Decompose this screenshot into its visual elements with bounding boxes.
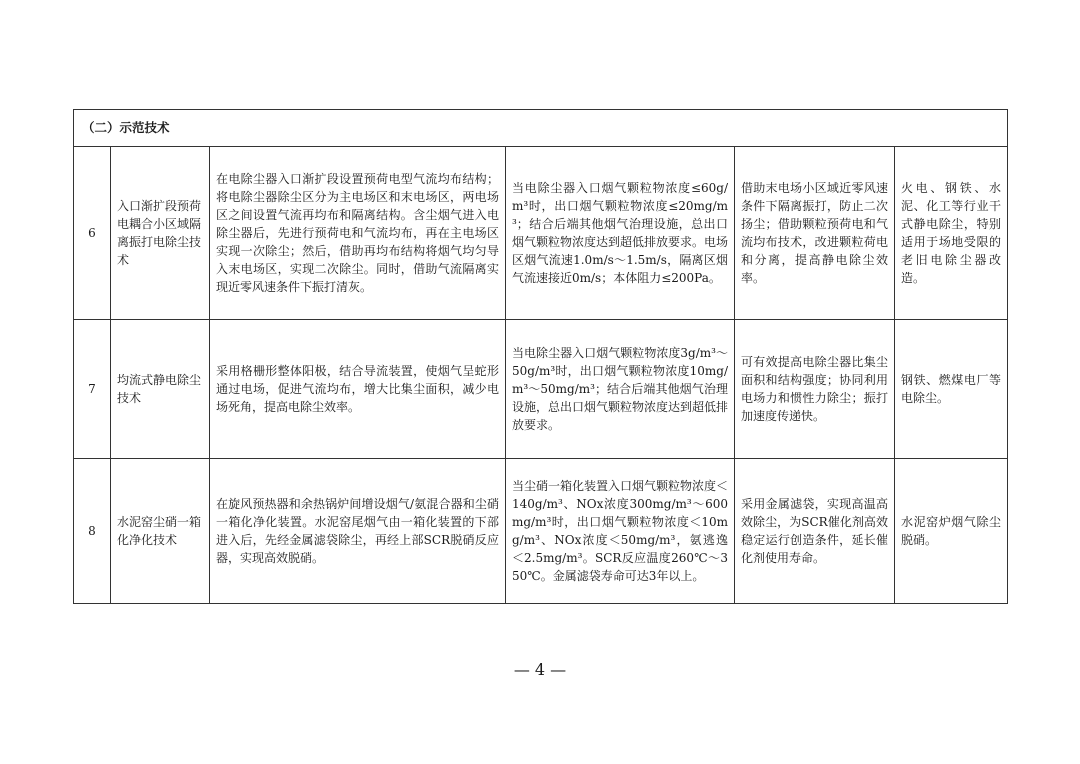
technology-principle: 采用格栅形整体阳极，结合导流装置，使烟气呈蛇形通过电场，促进气流均布，增大比集尘面积，减少电场死角，提高电除尘效率。 bbox=[210, 320, 506, 459]
technology-scope: 火电、钢铁、水泥、化工等行业干式静电除尘，特别适用于场地受限的老旧电除尘器改造。 bbox=[895, 147, 1008, 320]
technology-features: 可有效提高电除尘器比集尘面积和结构强度；协同利用电场力和惯性力除尘；振打加速度传递快。 bbox=[735, 320, 895, 459]
technology-scope: 钢铁、燃煤电厂等电除尘。 bbox=[895, 320, 1008, 459]
section-header-row bbox=[74, 110, 1008, 147]
technology-indicators: 当电除尘器入口烟气颗粒物浓度≤60g/m³时，出口烟气颗粒物浓度≤20mg/m³；结合后端其他烟气治理设施，总出口烟气颗粒物浓度达到超低排放要求。电场区烟气流速1.0m/s～1.5m/s，隔离区烟气流速接近0m/s；本体阻力≤200Pa。 bbox=[506, 147, 735, 320]
technology-scope: 水泥窑炉烟气除尘脱硝。 bbox=[895, 459, 1008, 604]
technology-indicators: 当尘硝一箱化装置入口烟气颗粒物浓度＜140g/m³、NOx浓度300mg/m³～600mg/m³时，出口烟气颗粒物浓度＜10mg/m³、NOx浓度＜50mg/m³，氨逃逸＜2.5mg/m³。SCR反应温度260℃～350℃。金属滤袋寿命可达3年以上。 bbox=[506, 459, 735, 604]
table-row bbox=[74, 320, 1008, 459]
row-number: 6 bbox=[74, 147, 111, 320]
technology-table bbox=[73, 109, 1008, 604]
row-number: 7 bbox=[74, 320, 111, 459]
technology-name: 均流式静电除尘技术 bbox=[111, 320, 210, 459]
technology-features: 借助末电场小区域近零风速条件下隔离振打，防止二次扬尘；借助颗粒预荷电和气流均布技术，改进颗粒荷电和分离，提高静电除尘效率。 bbox=[735, 147, 895, 320]
section-title: （二）示范技术 bbox=[74, 110, 1008, 147]
row-number: 8 bbox=[74, 459, 111, 604]
technology-principle: 在旋风预热器和余热锅炉间增设烟气/氨混合器和尘硝一箱化净化装置。水泥窑尾烟气由一箱化装置的下部进入后，先经金属滤袋除尘，再经上部SCR脱硝反应器，实现高效脱硝。 bbox=[210, 459, 506, 604]
technology-features: 采用金属滤袋，实现高温高效除尘，为SCR催化剂高效稳定运行创造条件，延长催化剂使用寿命。 bbox=[735, 459, 895, 604]
table-row bbox=[74, 459, 1008, 604]
technology-name: 水泥窑尘硝一箱化净化技术 bbox=[111, 459, 210, 604]
technology-principle: 在电除尘器入口渐扩段设置预荷电型气流均布结构；将电除尘器除尘区分为主电场区和末电场区，两电场区之间设置气流再均布和隔离结构。含尘烟气进入电除尘器后，先进行预荷电和气流均布，再在主电场区实现一次除尘；然后，借助再均布结构将烟气均匀导入末电场区，实现二次除尘。同时，借助气流隔离实现近零风速条件下振打清灰。 bbox=[210, 147, 506, 320]
technology-name: 入口渐扩段预荷电耦合小区域隔离振打电除尘技术 bbox=[111, 147, 210, 320]
table-row bbox=[74, 147, 1008, 320]
technology-indicators: 当电除尘器入口烟气颗粒物浓度3g/m³～50g/m³时，出口烟气颗粒物浓度10mg/m³～50mg/m³；结合后端其他烟气治理设施，总出口烟气颗粒物浓度达到超低排放要求。 bbox=[506, 320, 735, 459]
page-number: — 4 — bbox=[513, 660, 567, 679]
